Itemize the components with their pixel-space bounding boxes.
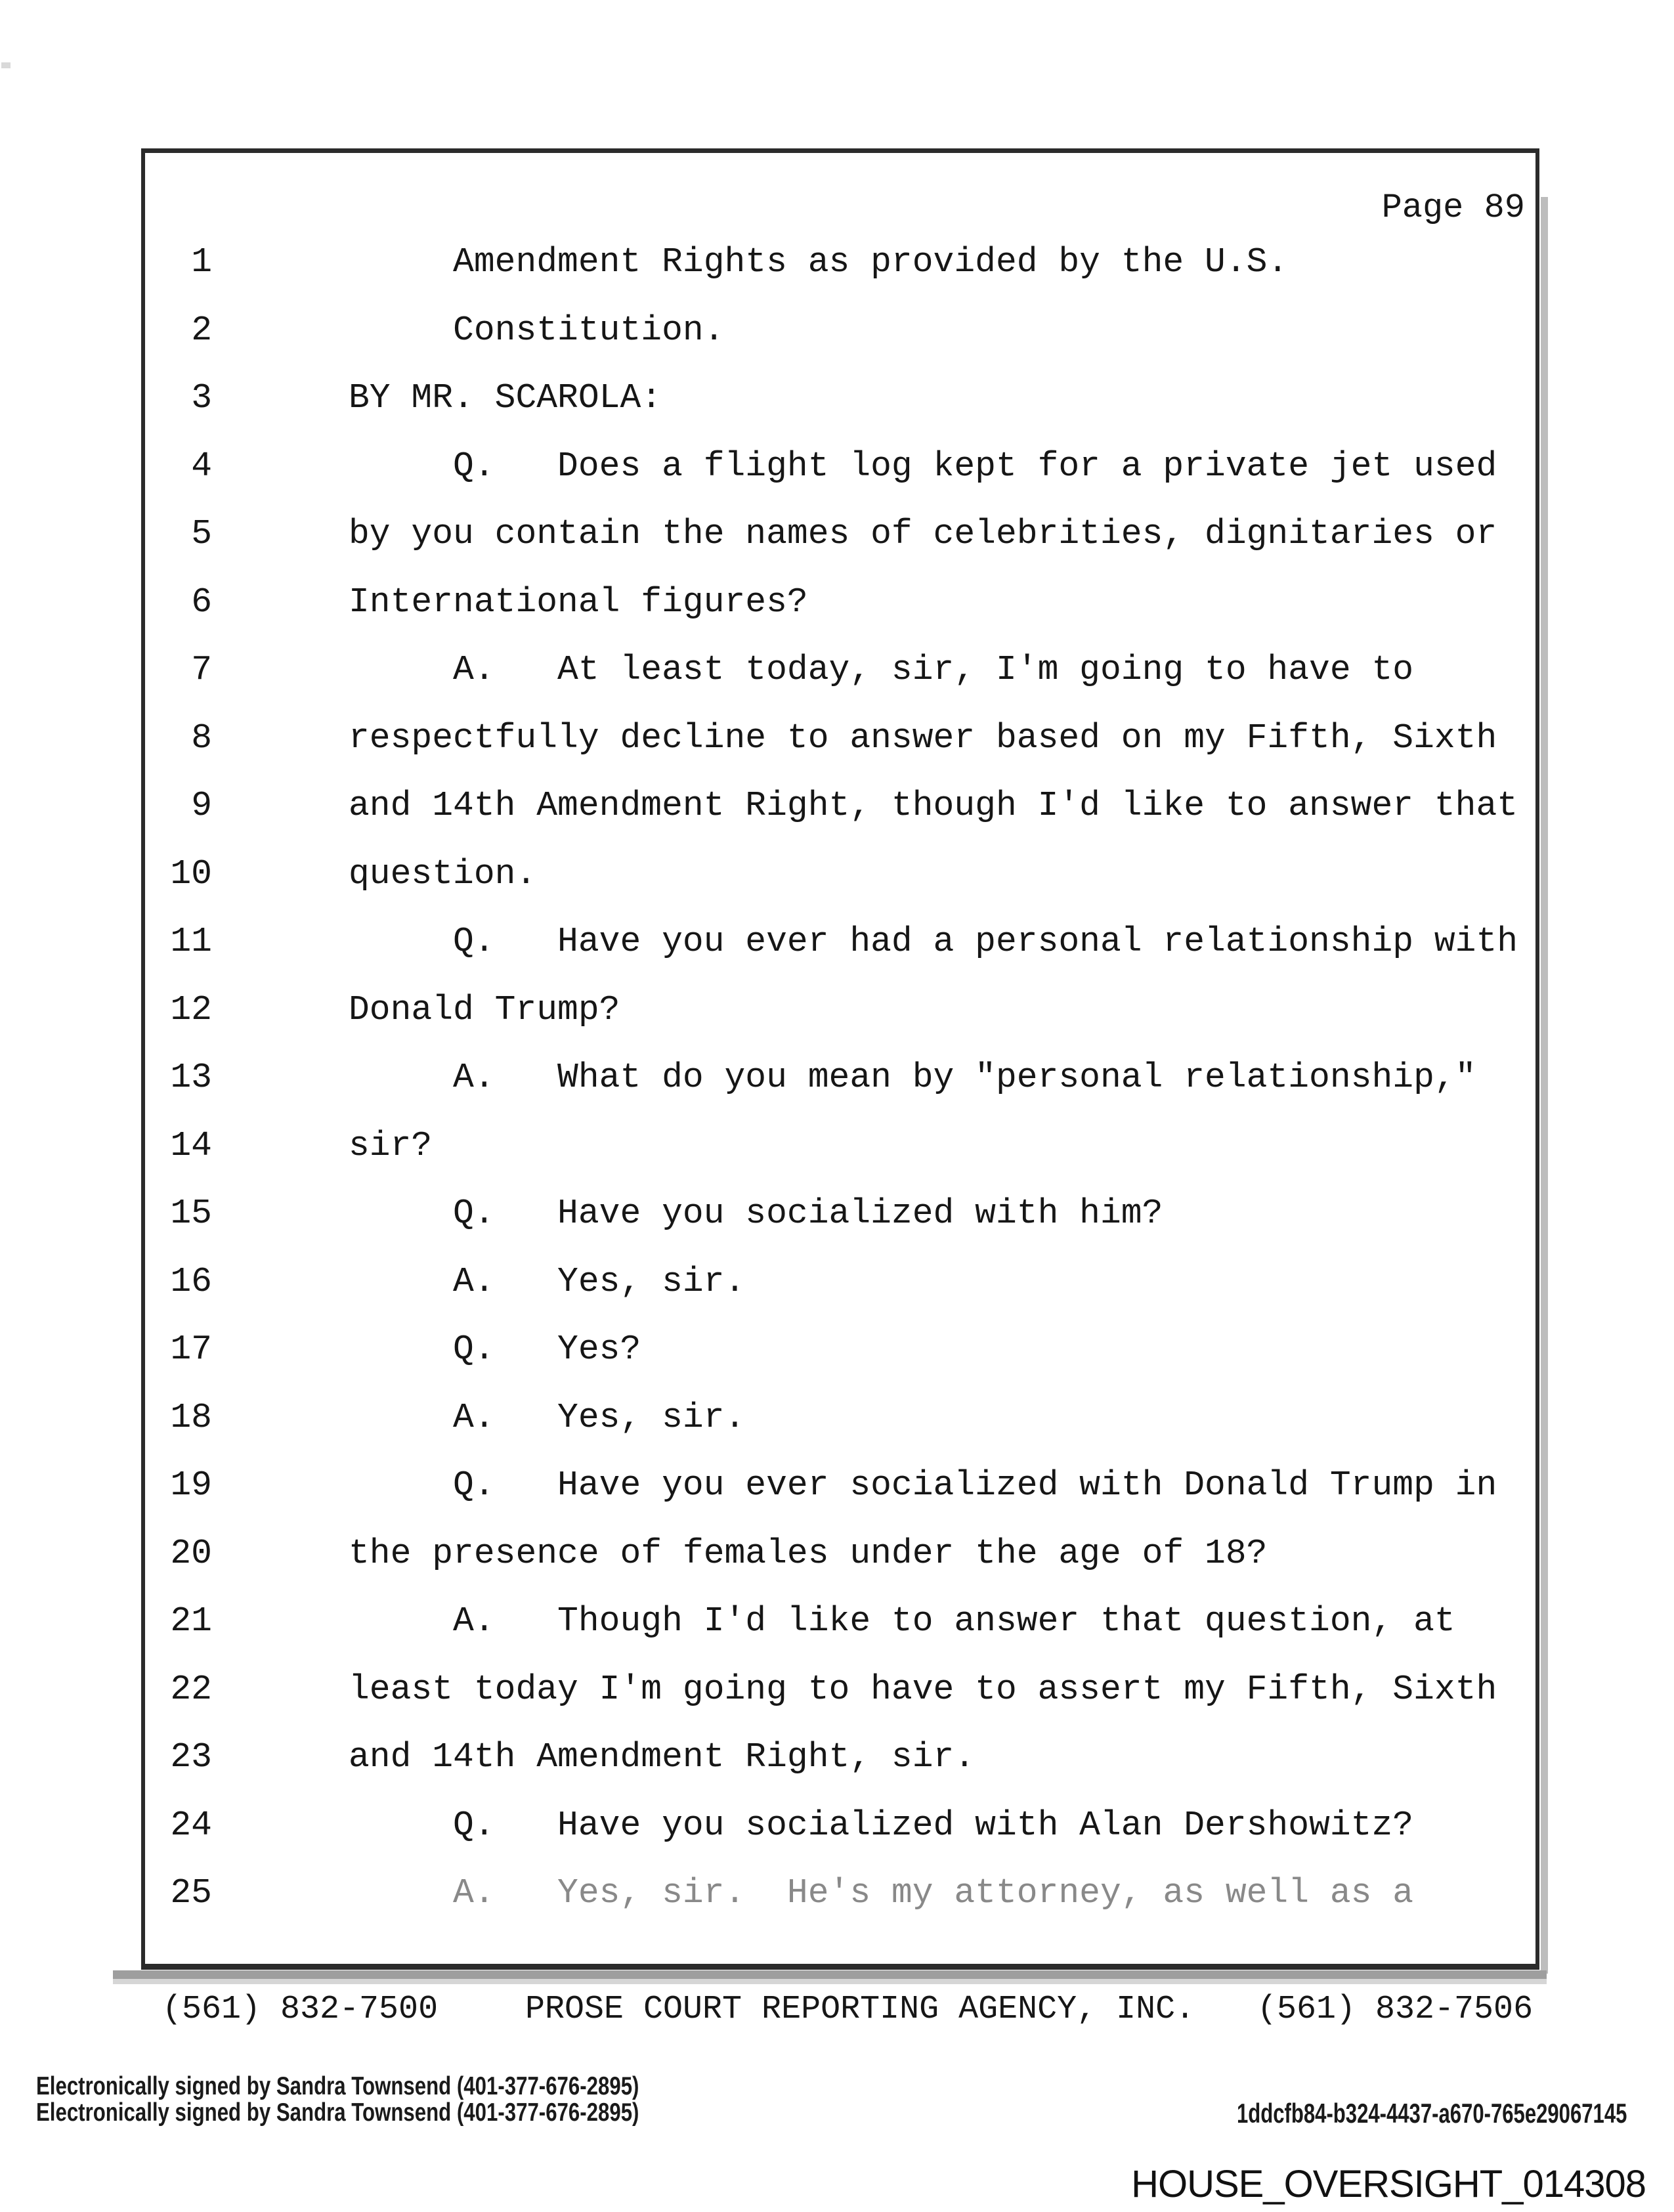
line-text: A. What do you mean by "personal relationship,": [349, 1058, 1476, 1097]
transcript-line: [0, 651, 1674, 691]
line-text: and 14th Amendment Right, though I'd like to answer that: [349, 786, 1518, 825]
transcript-line: [0, 1127, 1674, 1167]
transcript-line: [0, 1602, 1674, 1643]
line-text: sir?: [349, 1125, 433, 1165]
bates-number: HOUSE_OVERSIGHT_014308: [1131, 2163, 1646, 2205]
line-number: 14: [170, 1125, 212, 1165]
line-number: 4: [191, 446, 212, 486]
transcript-line: [0, 1330, 1674, 1371]
line-number: 16: [170, 1261, 212, 1301]
line-text: and 14th Amendment Right, sir.: [349, 1737, 976, 1777]
line-number: 18: [170, 1397, 212, 1437]
line-text: Q. Does a flight log kept for a private jet used: [349, 446, 1497, 486]
transcript-line: [0, 1058, 1674, 1099]
line-text: Amendment Rights as provided by the U.S.: [349, 242, 1289, 282]
line-number: 17: [170, 1330, 212, 1369]
line-text: question.: [349, 854, 537, 894]
line-number: 6: [191, 582, 212, 622]
line-text: A. Yes, sir.: [349, 1261, 746, 1301]
transcript-line: [0, 1738, 1674, 1779]
transcript-line: [0, 1263, 1674, 1303]
line-text: International figures?: [349, 582, 808, 622]
line-number: 23: [170, 1737, 212, 1777]
transcript-line: [0, 787, 1674, 827]
line-number: 22: [170, 1669, 212, 1709]
document-id: 1ddcfb84-b324-4437-a670-765e29067145: [1237, 2098, 1627, 2129]
transcript-line: [0, 379, 1674, 420]
line-text: respectfully decline to answer based on my Fifth, Sixth: [349, 718, 1497, 758]
transcript-line: [0, 1466, 1674, 1507]
esignature-line-1: Electronically signed by Sandra Townsend (401-377-676-2895): [36, 2072, 639, 2100]
transcript-line: [0, 1806, 1674, 1847]
line-text: A. At least today, sir, I'm going to have to: [349, 650, 1414, 689]
line-number: 15: [170, 1194, 212, 1233]
transcript-line: [0, 1399, 1674, 1439]
line-number: 20: [170, 1533, 212, 1573]
line-text: the presence of females under the age of 18?: [349, 1533, 1268, 1573]
transcript-line: [0, 855, 1674, 896]
line-number: 1: [191, 242, 212, 282]
line-number: 13: [170, 1058, 212, 1097]
line-text: A. Though I'd like to answer that question, at: [349, 1601, 1455, 1641]
line-text: Q. Have you ever had a personal relationship with: [349, 922, 1518, 961]
line-text: A. Yes, sir.: [349, 1397, 746, 1437]
line-text: Q. Have you socialized with him?: [349, 1194, 1163, 1233]
line-text: BY MR. SCAROLA:: [349, 378, 662, 418]
transcript-line: [0, 447, 1674, 488]
line-number: 25: [170, 1873, 212, 1913]
transcript-line: [0, 1194, 1674, 1235]
line-text: least today I'm going to have to assert my Fifth, Sixth: [349, 1669, 1497, 1709]
transcript-line: [0, 243, 1674, 284]
line-number: 21: [170, 1601, 212, 1641]
line-number: 11: [170, 922, 212, 961]
line-text: Constitution.: [349, 310, 725, 350]
line-number: 19: [170, 1465, 212, 1505]
line-number: 9: [191, 786, 212, 825]
transcript-line: [0, 991, 1674, 1031]
line-number: 10: [170, 854, 212, 894]
line-text: A. Yes, sir. He's my attorney, as well as a: [349, 1873, 1414, 1913]
page-number-label: Page 89: [1381, 188, 1525, 227]
transcript-line: [0, 1874, 1674, 1915]
line-text: Q. Yes?: [349, 1330, 641, 1369]
line-number: 8: [191, 718, 212, 758]
transcript-line: [0, 1534, 1674, 1575]
line-text: Q. Have you ever socialized with Donald Trump in: [349, 1465, 1497, 1505]
line-number: 5: [191, 514, 212, 553]
line-text: Q. Have you socialized with Alan Dershowitz?: [349, 1805, 1414, 1845]
transcript-line: [0, 1670, 1674, 1711]
reporter-footer: [0, 1991, 1674, 2030]
transcript-line: [0, 719, 1674, 760]
line-number: 7: [191, 650, 212, 689]
esignature-line-2: Electronically signed by Sandra Townsend (401-377-676-2895): [36, 2098, 639, 2127]
line-number: 3: [191, 378, 212, 418]
footer-phone-right: (561) 832-7506: [1257, 1991, 1534, 2028]
footer-agency-name: PROSE COURT REPORTING AGENCY, INC.: [525, 1991, 1195, 2028]
line-number: 24: [170, 1805, 212, 1845]
transcript-line: [0, 922, 1674, 963]
transcript-line: [0, 311, 1674, 352]
line-number: 2: [191, 310, 212, 350]
line-text: Donald Trump?: [349, 989, 620, 1030]
transcript-line: [0, 515, 1674, 555]
line-number: 12: [170, 989, 212, 1030]
line-text: by you contain the names of celebrities, dignitaries or: [349, 514, 1497, 553]
transcript-line: [0, 583, 1674, 624]
footer-phone-left: (561) 832-7500: [162, 1991, 439, 2028]
